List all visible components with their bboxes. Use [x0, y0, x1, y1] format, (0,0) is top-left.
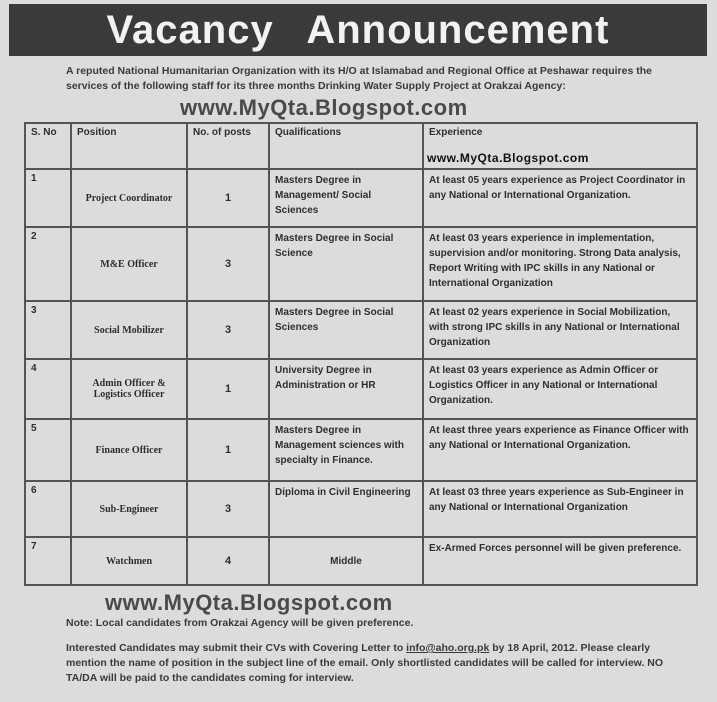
- cell-qualifications: Masters Degree in Social Sciences: [269, 301, 423, 359]
- table-row: [25, 359, 697, 419]
- cell-position: Social Mobilizer: [71, 301, 187, 359]
- cell-experience: Ex-Armed Forces personnel will be given preference.: [423, 537, 697, 585]
- cell-position: M&E Officer: [71, 227, 187, 301]
- cell-position: Project Coordinator: [71, 169, 187, 227]
- header-posts: No. of posts: [187, 123, 269, 169]
- intro-paragraph: A reputed National Humanitarian Organization with its H/O at Islamabad and Regional Office at Peshawar requires the services of the following staff for its three months Drinking Water Supply Project at Orakzai Agency:: [66, 65, 652, 92]
- cell-sno: 5: [25, 419, 71, 481]
- watermark-bottom: www.MyQta.Blogspot.com: [105, 590, 393, 615]
- cell-position: Admin Officer & Logistics Officer: [71, 359, 187, 419]
- cell-qualifications: Diploma in Civil Engineering: [269, 481, 423, 537]
- footer-notes: [66, 616, 686, 686]
- cell-qualifications: University Degree in Administration or HR: [269, 359, 423, 419]
- cell-qualifications: Masters Degree in Social Science: [269, 227, 423, 301]
- cell-sno: 7: [25, 537, 71, 585]
- cell-posts: 4: [187, 537, 269, 585]
- vacancy-table: [24, 122, 698, 586]
- cell-position: Sub-Engineer: [71, 481, 187, 537]
- header-experience: Experience: [423, 123, 697, 169]
- email-link[interactable]: info@aho.org.pk: [406, 642, 490, 654]
- cell-experience: At least 05 years experience as Project Coordinator in any National or International Organization.: [423, 169, 697, 227]
- cell-experience: At least 02 years experience in Social Mobilization, with strong IPC skills in any National or International Organization: [423, 301, 697, 359]
- title-banner: [9, 4, 707, 56]
- cell-position: Finance Officer: [71, 419, 187, 481]
- cell-qualifications: Masters Degree in Management sciences with specialty in Finance.: [269, 419, 423, 481]
- note-text: Note: Local candidates from Orakzai Agency will be given preference.: [66, 617, 414, 629]
- table-row: [25, 481, 697, 537]
- header-position: Position: [71, 123, 187, 169]
- apply-instructions: [66, 641, 686, 686]
- watermark-top: www.MyQta.Blogspot.com: [180, 95, 468, 120]
- cell-posts: 3: [187, 481, 269, 537]
- cell-posts: 1: [187, 169, 269, 227]
- cell-posts: 3: [187, 301, 269, 359]
- cell-experience: At least 03 years experience in implementation, supervision and/or monitoring. Strong Data analysis, Report Writing with IPC skills in any National or International Organization: [423, 227, 697, 301]
- page-title: Vacancy Announcement: [106, 7, 610, 52]
- apply-suffix: by 18 April, 2012. Please clearly mention the name of position in the subject line of the email. Only shortlisted candidates will be called for interview. NO TA/DA will be paid to the candidates coming for interview.: [66, 642, 664, 684]
- cell-sno: 3: [25, 301, 71, 359]
- cell-experience: At least 03 years experience as Admin Officer or Logistics Officer in any National or International Organization.: [423, 359, 697, 419]
- cell-sno: 4: [25, 359, 71, 419]
- header-sno: S. No: [25, 123, 71, 169]
- cell-sno: 1: [25, 169, 71, 227]
- cell-position: Watchmen: [71, 537, 187, 585]
- table-header-row: [25, 123, 697, 169]
- cell-experience: At least three years experience as Finance Officer with any National or International Organization.: [423, 419, 697, 481]
- apply-prefix: Interested Candidates may submit their CVs with Covering Letter to: [66, 642, 404, 654]
- cell-qualifications: Masters Degree in Management/ Social Sciences: [269, 169, 423, 227]
- cell-sno: 2: [25, 227, 71, 301]
- table-row: [25, 537, 697, 585]
- watermark-table: www.MyQta.Blogspot.com: [427, 151, 589, 165]
- cell-sno: 6: [25, 481, 71, 537]
- table-row: [25, 301, 697, 359]
- cell-experience: At least 03 three years experience as Sub-Engineer in any National or International Organization: [423, 481, 697, 537]
- cell-qualifications: Middle: [269, 537, 423, 585]
- cell-posts: 1: [187, 359, 269, 419]
- cell-posts: 1: [187, 419, 269, 481]
- cell-posts: 3: [187, 227, 269, 301]
- table-row: [25, 227, 697, 301]
- table-row: [25, 169, 697, 227]
- table-row: [25, 419, 697, 481]
- header-qualifications: Qualifications: [269, 123, 423, 169]
